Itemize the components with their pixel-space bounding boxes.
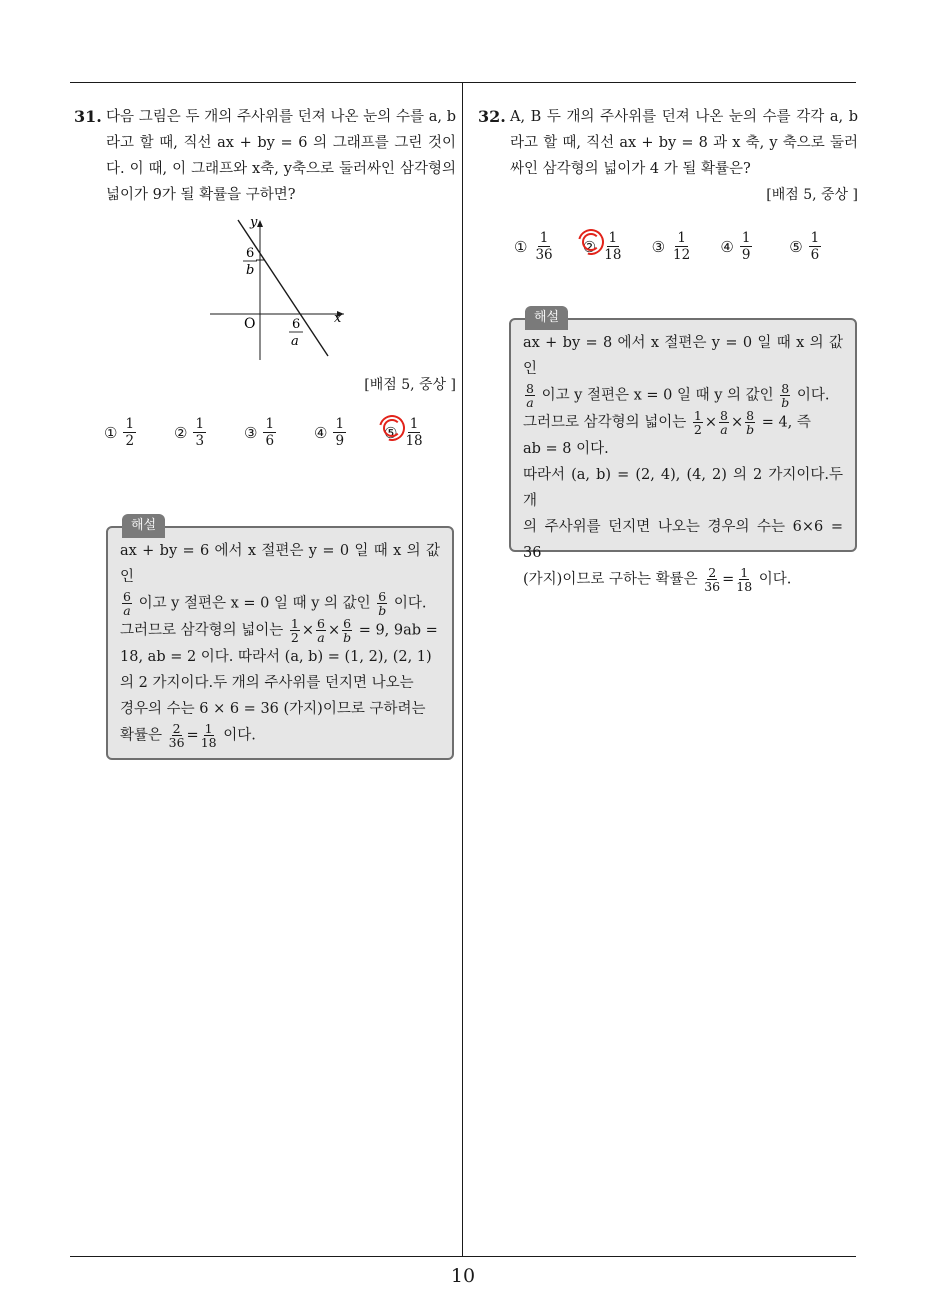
y-axis-label: y (250, 216, 258, 230)
denominator: 18 (736, 579, 753, 594)
choice-number: ③ (651, 237, 666, 256)
choice-number: ② (174, 423, 188, 442)
choice-2[interactable] (174, 416, 244, 449)
x-intercept-denominator: a (291, 334, 299, 349)
choice-1[interactable] (104, 416, 174, 449)
fraction (169, 722, 185, 749)
fraction (316, 617, 326, 644)
solution-tag: 해설 (525, 306, 568, 330)
question-32-choices (478, 230, 858, 263)
denominator: 2 (693, 422, 702, 437)
choice-fraction (123, 416, 136, 449)
denominator: 6 (810, 247, 820, 263)
solution-line: 그러므로 삼각형의 넓이는 $\frac{1}{2}$ × $\frac{8}{a}$ × $\frac{8}{b}$ = 4, 즉 (523, 408, 811, 437)
line-graph (206, 216, 346, 366)
denominator: 18 (405, 433, 423, 449)
choice-number: ④ (314, 423, 328, 442)
solution-line (523, 382, 843, 409)
solution-text: 확률은 (120, 727, 163, 744)
fraction (704, 566, 720, 593)
numerator: 1 (290, 616, 299, 631)
numerator: 1 (741, 230, 751, 246)
solution-line: 의 2 가지이다.두 개의 주사위를 던지면 나오는 (120, 675, 414, 691)
denominator: 9 (741, 247, 751, 263)
marked-answer-circle: ⑤ (384, 420, 397, 446)
question-31-solution-box (106, 518, 454, 760)
solution-text: 이다. (796, 387, 830, 404)
solution-text: 그러므로 삼각형의 넓이는 (523, 414, 687, 431)
marked-answer-circle: ② (583, 234, 596, 260)
fraction (693, 409, 703, 436)
choice-fraction (333, 416, 346, 449)
question-31-number: 31. (74, 107, 102, 126)
question-32-score-difficulty: [배점 5, 중상 ] (766, 187, 858, 203)
solution-line: 그러므로 삼각형의 넓이는 $\frac{1}{2}$ × $\frac{6}{a}$ × $\frac{6}{b}$ = 9, 9ab = (120, 616, 438, 645)
origin-label: O (244, 316, 256, 332)
x-intercept-numerator: 6 (292, 317, 301, 332)
column-divider (462, 82, 463, 1257)
numerator: 1 (608, 230, 618, 246)
denominator: a (526, 395, 534, 410)
choice-3[interactable] (244, 416, 314, 449)
numerator: 1 (693, 408, 702, 423)
solution-line: 18, ab = 2 이다. 따라서 (a, b) = (1, 2), (2, 1) (120, 649, 432, 665)
solution-line: 따라서 (a, b) = (2, 4), (4, 2) 의 2 가지이다.두 개 (523, 467, 843, 509)
x-axis-label: x (334, 311, 342, 326)
question-32-solution-box (509, 310, 857, 594)
question-32 (478, 104, 858, 263)
denominator: b (746, 422, 755, 437)
bottom-rule (70, 1256, 856, 1257)
question-31-choices (74, 416, 456, 449)
fraction (122, 590, 132, 617)
line-graph-svg (206, 216, 346, 366)
question-32-text: A, B 두 개의 주사위를 던져 나온 눈의 수를 각각 a, b 라고 할 때, 직선 ax + by = 8 과 x 축, y 축으로 둘러싸인 삼각형의 넓이가 4 가 될 확률은? (510, 109, 858, 177)
denominator: b (781, 395, 790, 410)
question-32-stem (478, 104, 858, 182)
fraction (525, 382, 535, 409)
denominator: 12 (673, 247, 691, 263)
numerator: 1 (195, 416, 205, 432)
solution-text: (가지)이므로 구하는 확률은 (523, 571, 698, 588)
choice-fraction (403, 416, 424, 449)
denominator: a (317, 630, 325, 645)
solution-text: 그러므로 삼각형의 넓이는 (120, 622, 284, 639)
fraction (377, 590, 387, 617)
question-31-text: 다음 그림은 두 개의 주사위를 던져 나온 눈의 수를 a, b 라고 할 때, 직선 ax + by = 6 의 그래프를 그린 것이다. 이 때, 이 그래프와 x축, y축으로 둘러싸인 삼각형의 넓이가 9가 될 확률을 구하면? (106, 109, 456, 203)
numerator: 6 (378, 589, 387, 604)
fraction (745, 409, 755, 436)
choice-fraction (740, 230, 753, 263)
denominator: b (378, 603, 387, 618)
fraction (736, 566, 752, 593)
choice-5[interactable] (789, 230, 858, 263)
choice-4[interactable] (720, 230, 789, 263)
question-31-score-difficulty: [배점 5, 중상 ] (364, 377, 456, 393)
denominator: a (720, 422, 728, 437)
choice-fraction (193, 416, 206, 449)
solution-line: (가지)이므로 구하는 확률은 $\frac{2}{36}$ = $\frac{1}{18}$ 이다. (523, 565, 792, 594)
line-ax-by-6 (238, 220, 328, 356)
choice-number: ⑤ (789, 237, 803, 256)
denominator: 3 (195, 433, 205, 449)
denominator: 36 (704, 579, 721, 594)
numerator: 1 (335, 416, 345, 432)
question-31 (74, 104, 456, 449)
numerator: 2 (708, 565, 717, 580)
numerator: 1 (539, 230, 549, 246)
fraction (201, 722, 217, 749)
numerator: 8 (781, 381, 790, 396)
denominator: 9 (335, 433, 345, 449)
numerator: 6 (123, 589, 131, 604)
choice-5[interactable] (384, 416, 454, 449)
page-number: 10 (450, 1265, 476, 1287)
denominator: 6 (265, 433, 275, 449)
choice-fraction (671, 230, 692, 263)
numerator: 1 (265, 416, 275, 432)
solution-line (120, 590, 440, 617)
solution-line: 확률은 $\frac{2}{36}$ = $\frac{1}{18}$ 이다. (120, 721, 256, 750)
solution-text: 이고 y 절편은 x = 0 일 때 y 의 값인 (541, 387, 774, 404)
choice-3[interactable] (652, 230, 721, 263)
denominator: 2 (125, 433, 135, 449)
y-intercept-denominator: b (246, 263, 255, 278)
numerator: 6 (317, 616, 325, 631)
numerator: 1 (677, 230, 686, 246)
y-intercept-numerator: 6 (246, 246, 255, 261)
numerator: 1 (810, 230, 820, 246)
denominator: 36 (168, 735, 185, 750)
choice-fraction (533, 230, 554, 263)
numerator: 6 (343, 616, 352, 631)
denominator: 18 (604, 247, 622, 263)
solution-line: ax + by = 8 에서 x 절편은 y = 0 일 때 x 의 값인 (523, 335, 843, 377)
solution-line: 의 주사위를 던지면 나오는 경우의 수는 6×6 = 36 (523, 519, 843, 561)
denominator: 36 (535, 247, 553, 263)
denominator: 2 (290, 630, 299, 645)
solution-text: 이고 y 절편은 x = 0 일 때 y 의 값인 (138, 595, 371, 612)
numerator: 1 (409, 416, 419, 432)
numerator: 1 (740, 565, 749, 580)
solution-line: 경우의 수는 6 × 6 = 36 (가지)이므로 구하려는 (120, 701, 426, 717)
solution-text: 이다. (393, 595, 427, 612)
numerator: 1 (125, 416, 135, 432)
choice-fraction (263, 416, 276, 449)
choice-1[interactable] (514, 230, 583, 263)
denominator: b (343, 630, 352, 645)
choice-number: ③ (244, 423, 258, 442)
fraction (719, 409, 729, 436)
denominator: 18 (200, 735, 217, 750)
choice-4[interactable] (314, 416, 384, 449)
fraction (290, 617, 300, 644)
choice-fraction (602, 230, 623, 263)
y-axis-arrow (257, 220, 263, 227)
choice-number: ① (514, 237, 528, 256)
numerator: 8 (526, 381, 534, 396)
denominator: a (123, 603, 131, 618)
solution-text: 이다. (223, 727, 256, 744)
solution-text: 이다. (758, 571, 792, 588)
solution-line: ax + by = 6 에서 x 절편은 y = 0 일 때 x 의 값인 (120, 543, 440, 585)
numerator: 8 (746, 408, 755, 423)
solution-text: = 4, 즉 (761, 414, 811, 431)
question-31-stem (74, 104, 456, 208)
fraction (780, 382, 790, 409)
choice-number: ④ (720, 237, 734, 256)
solution-line: ab = 8 이다. (523, 441, 609, 457)
numerator: 2 (172, 721, 181, 736)
solution-tag: 해설 (122, 514, 165, 538)
choice-fraction (809, 230, 822, 263)
solution-text: = 9, 9ab = (358, 622, 438, 639)
question-32-number: 32. (478, 107, 506, 126)
choice-number: ① (104, 423, 118, 442)
top-rule (70, 82, 856, 83)
fraction (342, 617, 352, 644)
choice-2[interactable] (583, 230, 652, 263)
numerator: 1 (204, 721, 213, 736)
numerator: 8 (720, 408, 728, 423)
